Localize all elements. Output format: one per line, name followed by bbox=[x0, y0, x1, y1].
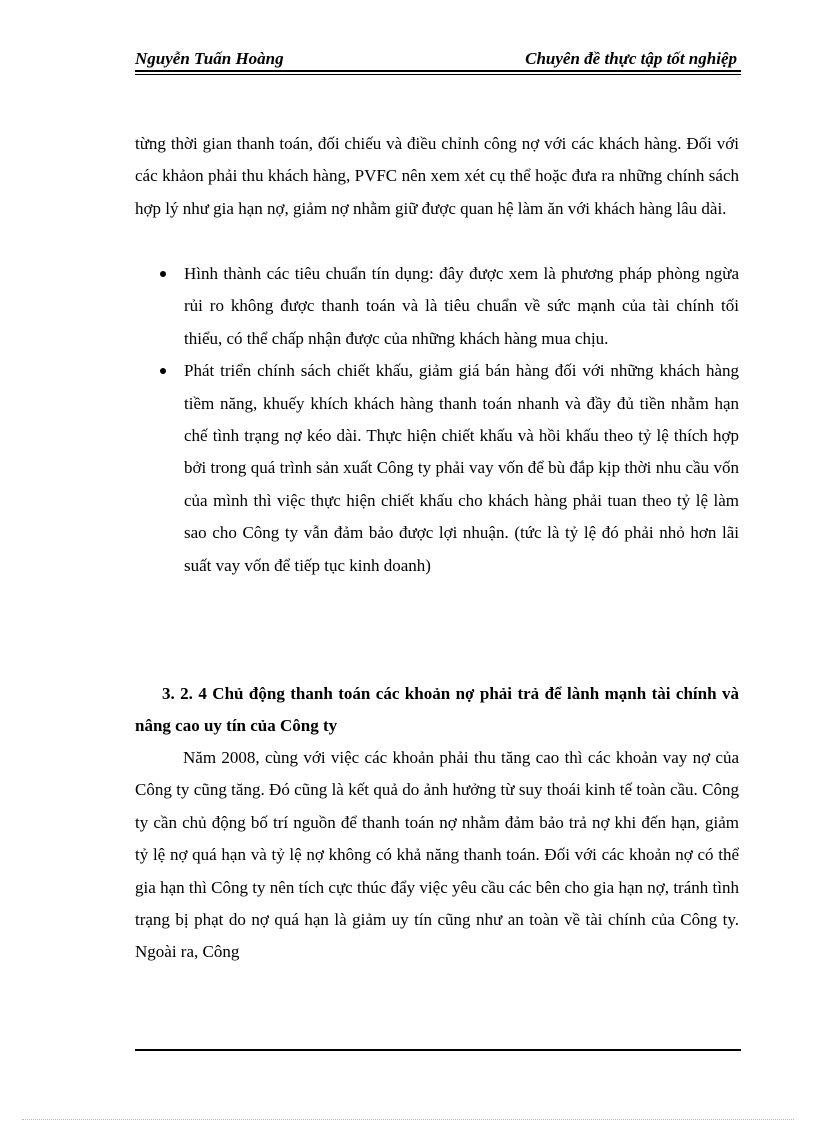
paragraph-2: Năm 2008, cùng với việc các khoản phải thu tăng cao thì các khoản vay nợ của Công ty cũng tăng. Đó cũng là kết quả do ảnh hưởng từ suy thoái kinh tế toàn cầu. Công ty cần chủ động bố trí nguồn để thanh toán nợ nhằm đảm bảo trả nợ khi đến hạn, giảm tỷ lệ nợ quá hạn và tỷ lệ nợ không có khả năng thanh toán. Đối với các khoản nợ có thể gia hạn thì Công ty nên tích cực thúc đẩy việc yêu cầu các bên cho gia hạn nợ, tránh tình trạng bị phạt do nợ quá hạn là giảm uy tín cũng như an toàn về tài chính của Công ty. Ngoài ra, Công bbox=[135, 748, 739, 962]
bullet-item-credit-standards bbox=[135, 258, 739, 355]
section-heading: 3. 2. 4 Chủ động thanh toán các khoản nợ phải trả để lành mạnh tài chính và nâng cao uy tín của Công ty bbox=[135, 684, 739, 736]
footer-rule bbox=[135, 1049, 741, 1051]
header-author: Nguyễn Tuấn Hoàng bbox=[135, 49, 284, 68]
bullet-text: Phát triển chính sách chiết khấu, giảm giá bán hàng đối với những khách hàng tiềm năng, khuếy khích khách hàng thanh toán nhanh và đầy đủ tiền nhằm hạn chế tình trạng nợ kéo dài. Thực hiện chiết khấu và hồi khấu theo tỷ lệ thích hợp bởi trong quá trình sản xuất Công ty phải vay vốn để bù đắp kịp thời nhu cầu vốn của mình thì việc thực hiện chiết khấu cho khách hàng phải tuan theo tỷ lệ làm sao cho Công ty vẫn đảm bảo được lợi nhuận. (tức là tỷ lệ đó phải nhỏ hơn lãi suất vay vốn để tiếp tục kinh doanh) bbox=[184, 361, 739, 575]
header-document-title: Chuyên đề thực tập tốt nghiệp bbox=[525, 49, 737, 68]
header-rule-thin bbox=[135, 74, 741, 75]
bullet-item-discount-policy bbox=[135, 355, 739, 582]
bullet-text: Hình thành các tiêu chuẩn tín dụng: đây được xem là phương pháp phòng ngừa rủi ro không được thanh toán và là tiêu chuẩn về sức mạnh của tài chính tối thiểu, có thể chấp nhận được của những khách hàng mua chịu. bbox=[184, 264, 739, 348]
page-bottom-edge bbox=[22, 1119, 794, 1120]
bullet-icon bbox=[160, 271, 166, 277]
paragraph-1: từng thời gian thanh toán, đối chiếu và điều chỉnh công nợ với các khách hàng. Đối với các khảon phải thu khách hàng, PVFC nên xem xét cụ thể hoặc đưa ra những chính sách hợp lý như gia hạn nợ, giảm nợ nhằm giữ được quan hệ làm ăn với khách hàng lâu dài. bbox=[135, 134, 739, 218]
bullet-list bbox=[135, 258, 739, 582]
header-rule-thick bbox=[135, 70, 741, 72]
page-header bbox=[135, 48, 741, 70]
bullet-icon bbox=[160, 368, 166, 374]
